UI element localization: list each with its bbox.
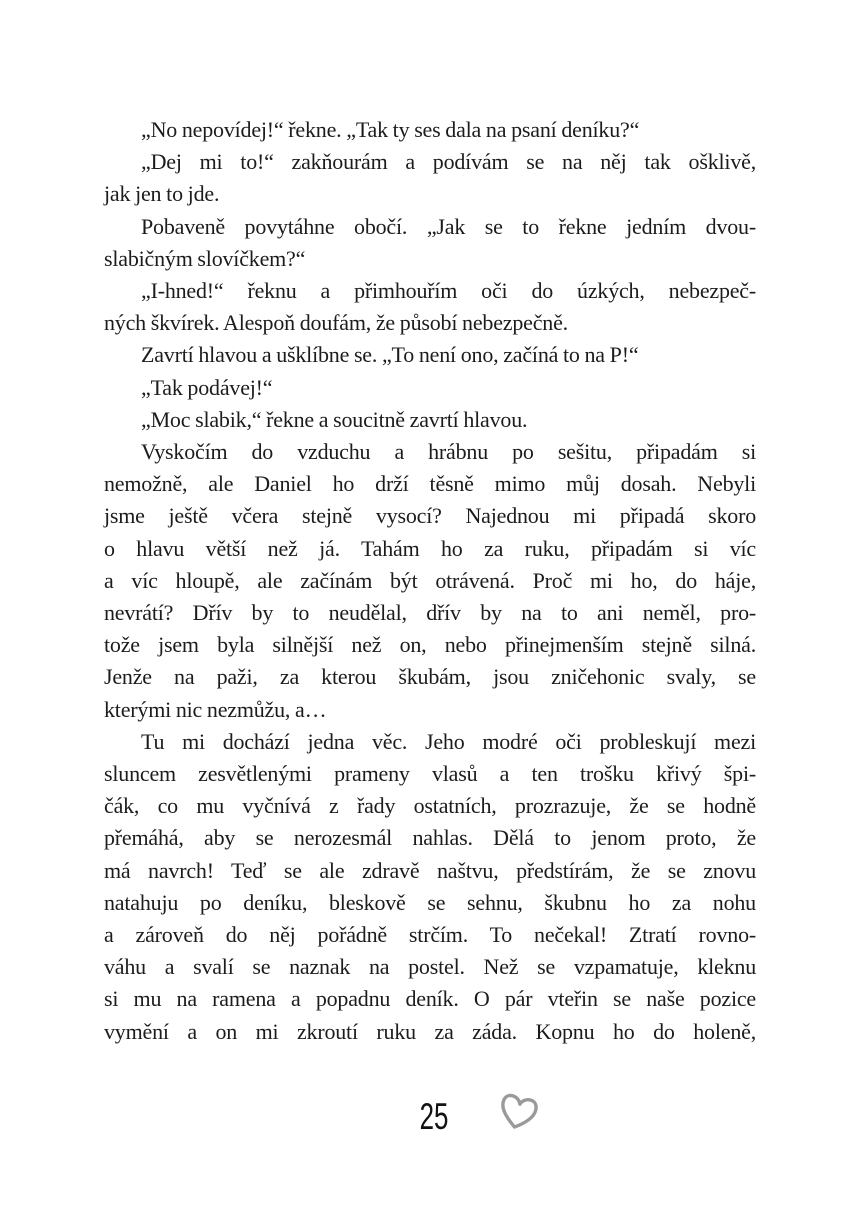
text-line: nemožně, ale Daniel ho drží těsně mimo můj dosah. Nebyli: [104, 471, 756, 497]
text-line: a víc hloupě, ale začínám být otrávená. Proč mi ho, do háje,: [104, 567, 756, 593]
text-line: Vyskočím do vzduchu a hrábnu po sešitu, připadám si: [141, 439, 756, 465]
paragraph: [104, 436, 756, 726]
text-line: má navrch! Teď se ale zdravě naštvu, předstírám, že se znovu: [104, 857, 756, 883]
text-line: „No nepovídej!“ řekne. „Tak ty ses dala na psaní deníku?“: [141, 117, 640, 142]
paragraph: [104, 146, 756, 210]
paragraph: [104, 275, 756, 339]
text-line: „Moc slabik,“ řekne a soucitně zavrtí hlavou.: [141, 406, 528, 432]
text-line: sluncem zesvětlenými prameny vlasů a ten trošku křivý špi-: [104, 761, 756, 787]
text-line: Zavrtí hlavou a ušklíbne se. „To není ono, začíná to na P!“: [141, 342, 639, 368]
paragraph: [104, 114, 756, 146]
text-line: čák, co mu vyčnívá z řady ostatních, prozrazuje, že se hodně: [104, 793, 756, 819]
text-line: přemáhá, aby se nerozesmál nahlas. Dělá to jenom proto, že: [104, 825, 756, 851]
text-line: „I-hned!“ řeknu a přimhouřím oči do úzkých, nebezpeč-: [141, 278, 756, 304]
text-line: Pobaveně povytáhne obočí. „Jak se to řekne jedním dvou-: [141, 213, 756, 239]
text-line: tože jsem byla silnější než on, nebo přinejmenším stejně silná.: [104, 632, 756, 658]
text-line: „Dej mi to!“ zakňourám a podívám se na něj tak ošklivě,: [141, 149, 756, 175]
text-line: slabičným slovíčkem?“: [104, 245, 306, 271]
text-line: „Tak podávej!“: [141, 374, 273, 400]
paragraph: [104, 339, 756, 371]
paragraph: [104, 211, 756, 275]
paragraph: [104, 404, 756, 436]
text-line: Jenže na paži, za kterou škubám, jsou zničehonic svaly, se: [104, 664, 756, 690]
heart-icon: [492, 1089, 543, 1137]
page-number: 25: [419, 1096, 449, 1137]
text-line: natahuju po deníku, bleskově se sehnu, škubnu ho za nohu: [104, 889, 756, 915]
page-footer: [0, 1090, 856, 1150]
page-text: [104, 114, 756, 1048]
text-line: si mu na ramena a popadnu deník. O pár vteřin se naše pozice: [104, 986, 756, 1012]
paragraph: [104, 372, 756, 404]
text-line: váhu a svalí se naznak na postel. Než se vzpamatuje, kleknu: [104, 954, 756, 980]
text-line: jak jen to jde.: [104, 181, 220, 207]
text-line: kterými nic nezmůžu, a…: [104, 696, 327, 722]
text-line: Tu mi dochází jedna věc. Jeho modré oči probleskují mezi: [141, 728, 756, 754]
paragraph: [104, 726, 756, 1048]
text-line: a zároveň do něj pořádně strčím. To nečekal! Ztratí rovno-: [104, 922, 756, 948]
text-line: vymění a on mi zkroutí ruku za záda. Kopnu ho do holeně,: [104, 1018, 756, 1044]
text-line: o hlavu větší než já. Tahám ho za ruku, připadám si víc: [104, 535, 756, 561]
text-line: nevrátí? Dřív by to neudělal, dřív by na to ani neměl, pro-: [104, 600, 756, 626]
text-line: jsme ještě včera stejně vysocí? Najednou mi připadá skoro: [104, 503, 756, 529]
text-line: ných škvírek. Alespoň doufám, že působí nebezpečně.: [104, 310, 568, 336]
